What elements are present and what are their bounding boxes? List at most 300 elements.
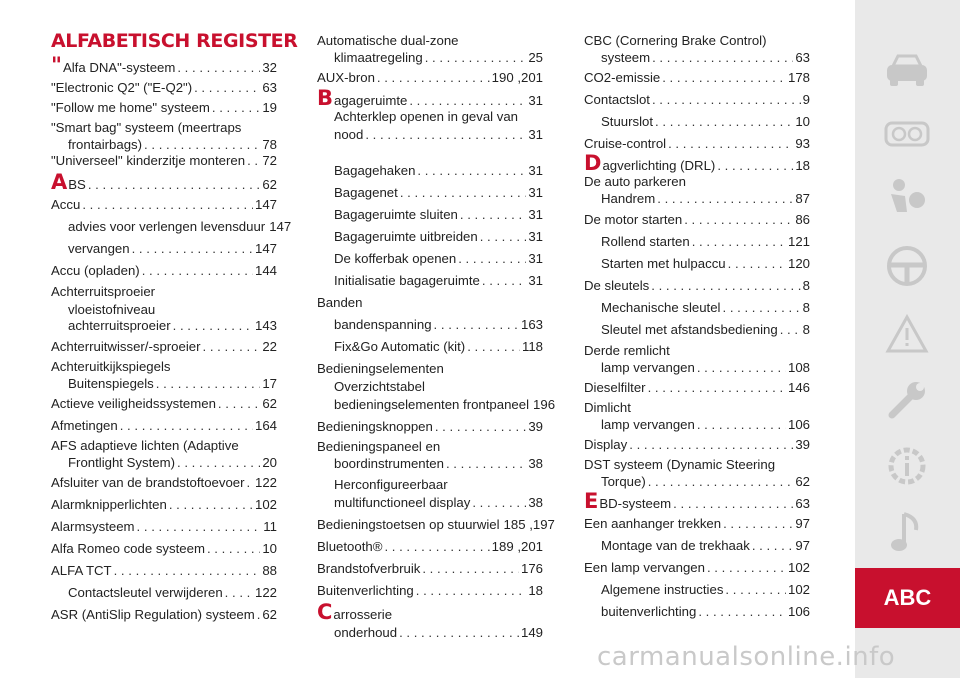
index-term: Een aanhanger trekken bbox=[584, 516, 722, 531]
index-entry[interactable] bbox=[51, 497, 277, 512]
page-number[interactable]: 19 bbox=[262, 100, 277, 115]
leader-dots bbox=[480, 229, 527, 244]
leader-dots bbox=[698, 604, 786, 619]
page-number[interactable]: 147 bbox=[269, 219, 292, 234]
index-term: Alarmsysteem bbox=[51, 519, 135, 534]
index-term: BS bbox=[68, 177, 86, 192]
index-term: De kofferbak openen bbox=[334, 251, 457, 266]
index-term: vloeistofniveau bbox=[68, 302, 156, 317]
page-number[interactable]: 106 bbox=[787, 417, 810, 432]
index-entry[interactable] bbox=[51, 80, 277, 95]
page-number[interactable]: 10 bbox=[262, 541, 277, 556]
dashboard-icon[interactable] bbox=[883, 112, 931, 156]
index-term: bandenspanning bbox=[334, 317, 432, 332]
leader-dots bbox=[212, 100, 260, 115]
index-term: Buitenverlichting bbox=[317, 583, 414, 598]
page-number[interactable]: 106 bbox=[787, 604, 810, 619]
index-term: BD-systeem bbox=[599, 496, 672, 511]
index-entry[interactable] bbox=[584, 400, 810, 432]
leader-dots bbox=[655, 114, 793, 129]
page-number[interactable]: 102 bbox=[787, 560, 810, 575]
index-term-continuation: lamp vervangen bbox=[601, 417, 695, 432]
index-term: Afsluiter van de brandstoftoevoer bbox=[51, 475, 245, 490]
index-letter: E bbox=[584, 489, 599, 513]
index-entry[interactable] bbox=[51, 318, 277, 333]
leader-dots bbox=[144, 137, 260, 152]
index-entry[interactable] bbox=[584, 582, 810, 597]
leader-dots bbox=[648, 380, 786, 395]
leader-dots bbox=[482, 273, 526, 288]
page-number[interactable]: 31 bbox=[528, 127, 543, 142]
index-term: Stuurslot bbox=[601, 114, 654, 129]
page-number[interactable]: 62 bbox=[262, 177, 277, 192]
index-entry[interactable] bbox=[584, 278, 810, 293]
index-entry[interactable] bbox=[51, 519, 277, 534]
index-entry[interactable] bbox=[317, 419, 543, 434]
leader-dots bbox=[684, 212, 793, 227]
index-entry[interactable] bbox=[317, 600, 543, 624]
index-entry[interactable] bbox=[317, 33, 543, 65]
page-number[interactable]: 163 bbox=[520, 317, 543, 332]
index-entry[interactable] bbox=[584, 136, 810, 151]
leader-dots bbox=[707, 560, 786, 575]
index-entry[interactable] bbox=[317, 109, 543, 124]
car-icon[interactable] bbox=[883, 48, 931, 92]
index-term: Bagageruimte sluiten bbox=[334, 207, 458, 222]
index-entry[interactable] bbox=[317, 397, 556, 412]
index-term: Bedieningselementen bbox=[317, 361, 444, 376]
index-entry[interactable] bbox=[317, 317, 543, 332]
steering-wheel-icon[interactable] bbox=[883, 244, 931, 288]
index-entry[interactable] bbox=[51, 120, 277, 152]
leader-dots bbox=[458, 251, 526, 266]
index-entry[interactable] bbox=[584, 234, 810, 249]
index-entry[interactable] bbox=[584, 92, 810, 107]
index-entry[interactable] bbox=[51, 100, 277, 115]
leader-dots bbox=[384, 539, 489, 554]
index-entry[interactable] bbox=[51, 359, 277, 391]
index-entry[interactable] bbox=[51, 475, 277, 490]
index-entry[interactable] bbox=[584, 560, 810, 575]
index-term: Mechanische sleutel bbox=[601, 300, 721, 315]
leader-dots bbox=[247, 475, 253, 490]
index-term: "Electronic Q2" ("E-Q2") bbox=[51, 80, 193, 95]
page-number[interactable]: 8 bbox=[802, 322, 810, 337]
index-term: CBC (Cornering Brake Control) bbox=[584, 33, 767, 48]
index-entry[interactable] bbox=[51, 418, 277, 433]
index-entry[interactable] bbox=[317, 379, 543, 394]
index-entry[interactable] bbox=[51, 284, 277, 299]
leader-dots bbox=[142, 263, 253, 278]
index-entry[interactable] bbox=[317, 185, 543, 200]
page-number[interactable]: 108 bbox=[787, 360, 810, 375]
leader-dots bbox=[257, 607, 261, 622]
wrench-icon[interactable] bbox=[883, 378, 931, 422]
leader-dots bbox=[717, 158, 793, 173]
index-entry[interactable] bbox=[51, 339, 277, 354]
index-entry[interactable] bbox=[317, 127, 543, 142]
leader-dots bbox=[132, 241, 253, 256]
index-term: "Universeel" kinderzitje monteren bbox=[51, 153, 246, 168]
index-term: arrosserie bbox=[333, 607, 393, 622]
index-term: Alfa Romeo code systeem bbox=[51, 541, 205, 556]
page-number[interactable]: 63 bbox=[795, 50, 810, 65]
leader-dots bbox=[203, 339, 261, 354]
leader-dots bbox=[652, 50, 793, 65]
page-number[interactable]: 149 bbox=[520, 625, 543, 640]
index-entry[interactable] bbox=[317, 229, 543, 244]
index-term: CO2-emissie bbox=[584, 70, 661, 85]
page-number[interactable]: 185 ,197 bbox=[503, 517, 555, 532]
index-entry[interactable] bbox=[51, 438, 277, 470]
settings-info-icon[interactable] bbox=[883, 444, 931, 488]
index-term: Derde remlicht bbox=[584, 343, 670, 358]
index-entry[interactable] bbox=[584, 538, 810, 553]
page-number[interactable]: 63 bbox=[262, 80, 277, 95]
page-number[interactable]: 146 bbox=[787, 380, 810, 395]
index-entry[interactable] bbox=[584, 256, 810, 271]
index-term: AUX-bron bbox=[317, 70, 375, 85]
page-title: ALFABETISCH REGISTER bbox=[51, 30, 298, 52]
index-term: Bluetooth® bbox=[317, 539, 383, 554]
warning-triangle-icon[interactable] bbox=[883, 312, 931, 356]
index-entry[interactable] bbox=[317, 477, 543, 492]
page-number[interactable]: 31 bbox=[528, 93, 543, 108]
index-term: achterruitsproeier bbox=[68, 318, 171, 333]
leader-dots bbox=[417, 163, 526, 178]
leader-dots bbox=[651, 278, 800, 293]
leader-dots bbox=[692, 234, 786, 249]
index-term: vervangen bbox=[68, 241, 130, 256]
page-number[interactable]: 25 bbox=[528, 50, 543, 65]
page-number[interactable]: 31 bbox=[528, 273, 543, 288]
index-entry[interactable] bbox=[317, 163, 543, 178]
page-number[interactable]: 17 bbox=[262, 376, 277, 391]
index-entry[interactable] bbox=[51, 263, 277, 278]
index-term: De motor starten bbox=[584, 212, 683, 227]
index-term: Cruise-control bbox=[584, 136, 667, 151]
page-number[interactable]: 87 bbox=[795, 191, 810, 206]
page-number[interactable]: 8 bbox=[802, 278, 810, 293]
index-term: Actieve veiligheidssystemen bbox=[51, 396, 216, 411]
page-number[interactable]: 147 bbox=[254, 241, 277, 256]
index-term: Bedieningspaneel en bbox=[317, 439, 441, 454]
index-letter: D bbox=[584, 151, 602, 175]
index-term: DST systeem (Dynamic Steering bbox=[584, 457, 776, 472]
index-term: multifunctioneel display bbox=[334, 495, 471, 510]
index-term-continuation: frontairbags) bbox=[68, 137, 143, 152]
leader-dots bbox=[697, 417, 786, 432]
page-number[interactable]: 88 bbox=[262, 563, 277, 578]
leader-dots bbox=[668, 136, 793, 151]
page-number[interactable]: 122 bbox=[254, 585, 277, 600]
leader-dots bbox=[177, 455, 260, 470]
page-number[interactable]: 38 bbox=[528, 456, 543, 471]
index-entry[interactable] bbox=[584, 174, 810, 206]
page-number[interactable]: 39 bbox=[795, 437, 810, 452]
page-number[interactable]: 121 bbox=[787, 234, 810, 249]
index-entry[interactable] bbox=[317, 70, 543, 85]
index-term: nood bbox=[334, 127, 364, 142]
index-entry[interactable] bbox=[51, 541, 277, 556]
page-number[interactable]: 189 ,201 bbox=[491, 539, 543, 554]
page-number[interactable]: 63 bbox=[795, 496, 810, 511]
page-number[interactable]: 18 bbox=[528, 583, 543, 598]
index-term: Achterruitwisser/-sproeier bbox=[51, 339, 201, 354]
page-number[interactable]: 78 bbox=[262, 137, 277, 152]
leader-dots bbox=[218, 396, 260, 411]
page-number[interactable]: 143 bbox=[254, 318, 277, 333]
index-entry[interactable] bbox=[51, 153, 277, 168]
index-entry[interactable] bbox=[584, 114, 810, 129]
leader-dots bbox=[652, 92, 801, 107]
page-number[interactable]: 9 bbox=[802, 92, 810, 107]
index-entry[interactable] bbox=[584, 437, 810, 452]
page-number[interactable]: 144 bbox=[254, 263, 277, 278]
leader-dots bbox=[723, 516, 793, 531]
page-number[interactable]: 18 bbox=[795, 158, 810, 173]
index-term: Bagageruimte uitbreiden bbox=[334, 229, 478, 244]
page-number[interactable]: 72 bbox=[262, 153, 277, 168]
page-number[interactable]: 86 bbox=[795, 212, 810, 227]
index-term: Alarmknipperlichten bbox=[51, 497, 167, 512]
page-number[interactable]: 62 bbox=[262, 396, 277, 411]
index-entry[interactable] bbox=[51, 607, 277, 622]
leader-dots bbox=[422, 561, 519, 576]
index-entry[interactable] bbox=[317, 273, 543, 288]
index-term: Starten met hulpaccu bbox=[601, 256, 726, 271]
index-term: "Smart bag" systeem (meertraps bbox=[51, 120, 242, 135]
index-entry[interactable] bbox=[584, 343, 810, 375]
index-term: Bagagehaken bbox=[334, 163, 416, 178]
page-number[interactable]: 38 bbox=[528, 495, 543, 510]
index-term: Dimlicht bbox=[584, 400, 631, 415]
index-term: bedieningselementen frontpaneel bbox=[334, 397, 530, 412]
page-number[interactable]: 190 ,201 bbox=[491, 70, 543, 85]
page-number[interactable]: 118 bbox=[521, 339, 543, 354]
page-number[interactable]: 178 bbox=[787, 70, 810, 85]
index-term-continuation: Buitenspiegels bbox=[68, 376, 154, 391]
index-entry[interactable] bbox=[317, 517, 555, 532]
index-term: agverlichting (DRL) bbox=[602, 158, 716, 173]
index-entry[interactable] bbox=[51, 219, 292, 234]
leader-dots bbox=[629, 437, 793, 452]
index-term: ASR (AntiSlip Regulation) systeem bbox=[51, 607, 255, 622]
index-entry[interactable] bbox=[317, 207, 543, 222]
page-number[interactable]: 102 bbox=[787, 582, 810, 597]
index-term: Contactslot bbox=[584, 92, 650, 107]
index-entry[interactable] bbox=[584, 380, 810, 395]
index-entry[interactable] bbox=[584, 212, 810, 227]
page-number[interactable]: 196 bbox=[533, 397, 556, 412]
index-entry[interactable] bbox=[51, 197, 277, 212]
page-number[interactable]: 8 bbox=[802, 300, 810, 315]
page-number[interactable]: 20 bbox=[262, 455, 277, 470]
leader-dots bbox=[697, 360, 786, 375]
index-term: Sleutel met afstandsbediening bbox=[601, 322, 778, 337]
leader-dots bbox=[409, 93, 526, 108]
leader-dots bbox=[82, 197, 253, 212]
index-entry[interactable] bbox=[51, 563, 277, 578]
tab-alphabetical-index[interactable]: ABC bbox=[855, 568, 960, 628]
music-note-icon[interactable] bbox=[883, 510, 931, 554]
page-number[interactable]: 122 bbox=[254, 475, 277, 490]
leader-dots bbox=[137, 519, 262, 534]
page-number[interactable]: 31 bbox=[528, 163, 543, 178]
index-term: Bagagenet bbox=[334, 185, 398, 200]
page-number[interactable]: 97 bbox=[795, 538, 810, 553]
index-entry[interactable] bbox=[317, 361, 543, 376]
index-entry[interactable] bbox=[51, 170, 277, 194]
index-entry[interactable] bbox=[584, 516, 810, 531]
index-term: Achteruitkijkspiegels bbox=[51, 359, 171, 374]
leader-dots bbox=[673, 496, 793, 511]
leader-dots bbox=[662, 70, 786, 85]
index-term: Brandstofverbruik bbox=[317, 561, 421, 576]
seat-safety-icon[interactable] bbox=[883, 178, 931, 222]
page-number[interactable]: 102 bbox=[254, 497, 277, 512]
watermark-text: carmanualsonline.info bbox=[597, 642, 896, 672]
page-number[interactable]: 120 bbox=[787, 256, 810, 271]
index-entry[interactable] bbox=[317, 295, 543, 310]
index-letter: B bbox=[317, 86, 334, 110]
index-entry[interactable] bbox=[51, 396, 277, 411]
index-term: Achterklep openen in geval van bbox=[334, 109, 519, 124]
index-entry[interactable] bbox=[317, 561, 543, 576]
index-entry[interactable] bbox=[317, 251, 543, 266]
leader-dots bbox=[728, 256, 786, 271]
index-entry[interactable] bbox=[584, 151, 810, 175]
leader-dots bbox=[173, 318, 253, 333]
page-number[interactable]: 62 bbox=[795, 474, 810, 489]
page-number[interactable]: 32 bbox=[262, 60, 277, 75]
index-entry[interactable] bbox=[51, 53, 277, 77]
index-term: Algemene instructies bbox=[601, 582, 724, 597]
index-term: De sleutels bbox=[584, 278, 650, 293]
index-entry[interactable] bbox=[584, 300, 810, 315]
index-term: Afmetingen bbox=[51, 418, 118, 433]
index-term: Automatische dual-zone bbox=[317, 33, 459, 48]
page-number[interactable]: 22 bbox=[262, 339, 277, 354]
page-number[interactable]: 11 bbox=[263, 519, 277, 534]
page-number[interactable]: 31 bbox=[528, 185, 543, 200]
index-term-continuation: klimaatregeling bbox=[334, 50, 423, 65]
leader-dots bbox=[648, 474, 794, 489]
index-term-continuation: systeem bbox=[601, 50, 651, 65]
leader-dots bbox=[88, 177, 260, 192]
index-term: AFS adaptieve lichten (Adaptive bbox=[51, 438, 239, 453]
index-entry[interactable] bbox=[317, 625, 543, 640]
index-entry[interactable] bbox=[584, 322, 810, 337]
page-number[interactable]: 31 bbox=[528, 251, 543, 266]
index-term: De auto parkeren bbox=[584, 174, 686, 189]
index-entry[interactable] bbox=[317, 439, 543, 471]
leader-dots bbox=[194, 80, 260, 95]
index-term: Montage van de trekhaak bbox=[601, 538, 750, 553]
page-number[interactable]: 31 bbox=[528, 207, 543, 222]
leader-dots bbox=[425, 50, 527, 65]
leader-dots bbox=[472, 495, 526, 510]
index-term-continuation: Frontlight System) bbox=[68, 455, 175, 470]
index-entry[interactable] bbox=[584, 457, 810, 489]
leader-dots bbox=[156, 376, 261, 391]
index-term: Rollend starten bbox=[601, 234, 690, 249]
leader-dots bbox=[120, 418, 253, 433]
index-entry[interactable] bbox=[317, 583, 543, 598]
index-term-continuation: Torque) bbox=[601, 474, 646, 489]
index-term: Banden bbox=[317, 295, 363, 310]
index-term: Accu (opladen) bbox=[51, 263, 140, 278]
index-term-continuation: boordinstrumenten bbox=[334, 456, 444, 471]
index-entry[interactable] bbox=[584, 604, 810, 619]
index-term: Dieselfilter bbox=[584, 380, 646, 395]
index-term: onderhoud bbox=[334, 625, 398, 640]
index-term: "Follow me home" systeem bbox=[51, 100, 210, 115]
index-entry[interactable] bbox=[584, 70, 810, 85]
index-term: Achterruitsproeier bbox=[51, 284, 156, 299]
leader-dots bbox=[177, 60, 260, 75]
index-term: ALFA TCT bbox=[51, 563, 112, 578]
index-entry[interactable] bbox=[51, 585, 277, 600]
index-term: Overzichtstabel bbox=[334, 379, 425, 394]
page-number[interactable]: 147 bbox=[254, 197, 277, 212]
index-entry[interactable] bbox=[51, 302, 277, 317]
index-term: Accu bbox=[51, 197, 81, 212]
index-entry[interactable] bbox=[317, 495, 543, 510]
index-term: agageruimte bbox=[334, 93, 408, 108]
page-number[interactable]: 10 bbox=[795, 114, 810, 129]
leader-dots bbox=[377, 70, 490, 85]
leader-dots bbox=[365, 127, 526, 142]
leader-dots bbox=[780, 322, 801, 337]
leader-dots bbox=[467, 339, 520, 354]
index-term-continuation: Handrem bbox=[601, 191, 656, 206]
leader-dots bbox=[416, 583, 527, 598]
page-number[interactable]: 39 bbox=[528, 419, 543, 434]
page-number[interactable]: 62 bbox=[262, 607, 277, 622]
page-number[interactable]: 93 bbox=[795, 136, 810, 151]
index-entry[interactable] bbox=[317, 339, 543, 354]
leader-dots bbox=[725, 582, 786, 597]
index-letter: A bbox=[51, 170, 68, 194]
leader-dots bbox=[657, 191, 793, 206]
index-term: advies voor verlengen levensduur bbox=[68, 219, 266, 234]
index-term: Bedieningstoetsen op stuurwiel bbox=[317, 517, 500, 532]
page-number[interactable]: 164 bbox=[254, 418, 277, 433]
index-term: buitenverlichting bbox=[601, 604, 697, 619]
index-term: Fix&Go Automatic (kit) bbox=[334, 339, 466, 354]
leader-dots bbox=[225, 585, 253, 600]
index-term: Display bbox=[584, 437, 628, 452]
index-entry[interactable] bbox=[51, 241, 277, 256]
index-entry[interactable] bbox=[584, 33, 810, 65]
index-entry[interactable] bbox=[317, 539, 543, 554]
leader-dots bbox=[460, 207, 526, 222]
index-term: Herconfigureerbaar bbox=[334, 477, 448, 492]
page-number[interactable]: 97 bbox=[795, 516, 810, 531]
leader-dots bbox=[446, 456, 526, 471]
index-term: Een lamp vervangen bbox=[584, 560, 705, 575]
page-number[interactable]: 31 bbox=[528, 229, 543, 244]
index-term: Contactsleutel verwijderen bbox=[68, 585, 223, 600]
index-entry[interactable] bbox=[317, 86, 543, 110]
page-number[interactable]: 176 bbox=[520, 561, 543, 576]
index-entry[interactable] bbox=[584, 489, 810, 513]
index-letter: C bbox=[317, 600, 333, 624]
leader-dots bbox=[207, 541, 260, 556]
index-term: Alfa DNA"-systeem bbox=[62, 60, 176, 75]
index-letter: " bbox=[51, 53, 62, 77]
